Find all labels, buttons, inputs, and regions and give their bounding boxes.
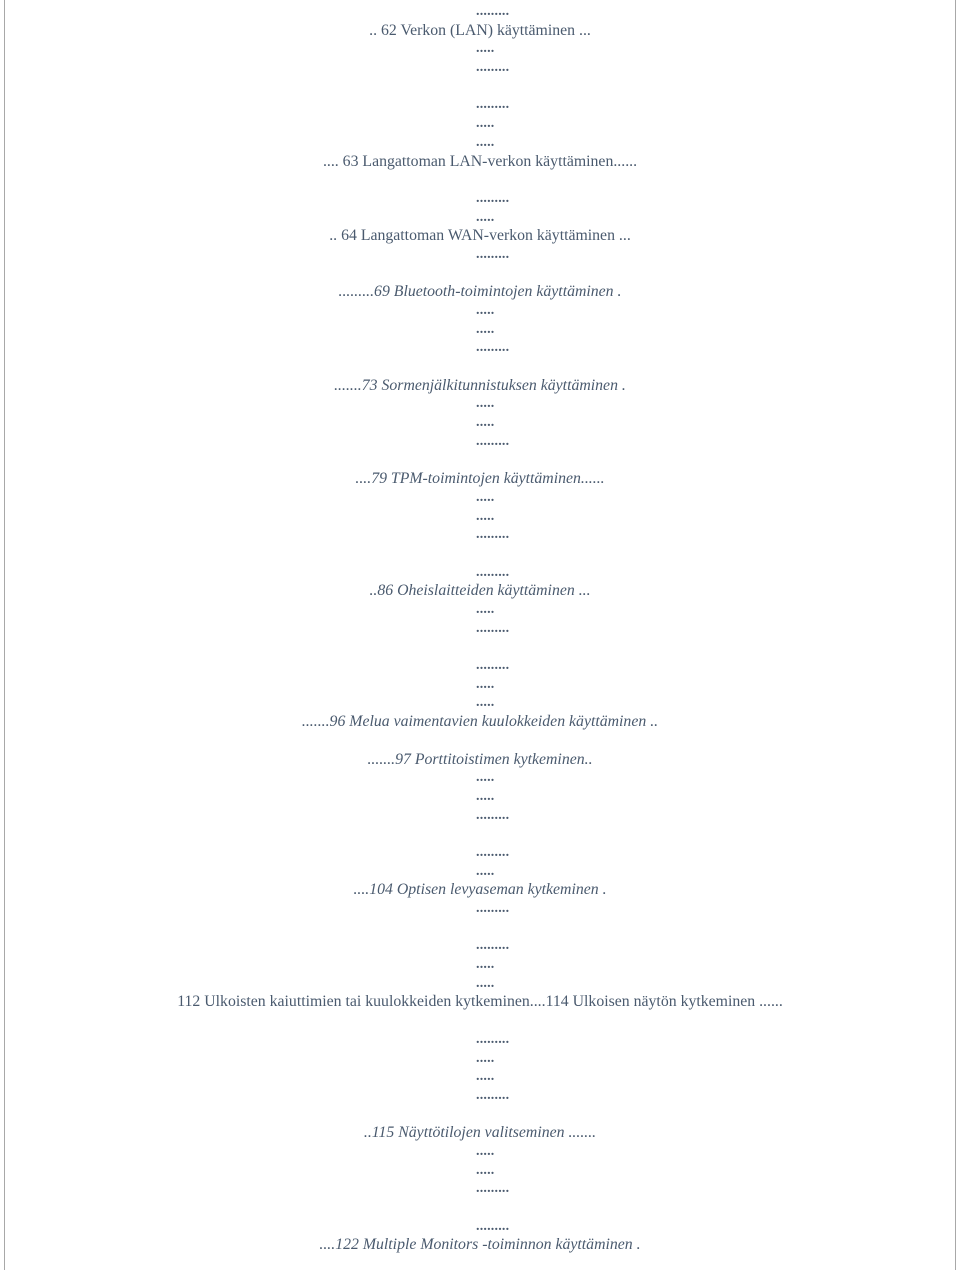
blank-line (0, 919, 960, 938)
dot-leader-line (0, 1087, 960, 1106)
dot-leader-text: ......... (476, 190, 510, 206)
dot-leader-text: ......... (476, 60, 510, 76)
dot-leader-text: ..... (476, 695, 495, 711)
dot-leader-line (0, 508, 960, 527)
dot-leader-text: ..... (476, 1050, 495, 1066)
dot-leader-line (0, 1180, 960, 1199)
dot-leader-text: ......... (476, 658, 510, 674)
blank-line (0, 1199, 960, 1218)
dot-leader-text: ......... (476, 901, 510, 916)
dot-leader-line (0, 40, 960, 59)
dot-leader-text: ..... (476, 676, 495, 692)
dot-leader-line (0, 1050, 960, 1069)
dot-leader-line (0, 433, 960, 452)
toc-entry-text: .... 63 Langattoman LAN-verkon käyttäminen...... (322, 152, 638, 170)
dot-leader-line (0, 209, 960, 228)
dot-leader-line (0, 115, 960, 134)
dot-leader-text: ......... (476, 844, 510, 860)
dot-leader-text: ......... (476, 433, 510, 449)
toc-entry (0, 227, 960, 246)
dot-leader-text: ..... (476, 1069, 495, 1085)
dot-leader-line (0, 339, 960, 358)
blank-line (0, 1106, 960, 1125)
dot-leader-line (0, 96, 960, 115)
toc-entry (0, 283, 960, 302)
dot-leader-text: ......... (476, 1087, 510, 1103)
toc-entry-text: ....79 TPM-toimintojen käyttäminen...... (355, 470, 605, 488)
dot-leader-line (0, 1031, 960, 1050)
dot-leader-line (0, 601, 960, 620)
toc-entry-text: .......73 Sormenjälkitunnistuksen käyttäminen . (334, 376, 626, 394)
blank-line (0, 545, 960, 564)
blank-line (0, 1012, 960, 1031)
dot-leader-line (0, 1068, 960, 1087)
dot-leader-text: ......... (476, 1031, 510, 1047)
table-of-contents (0, 3, 960, 1255)
blank-line (0, 452, 960, 471)
dot-leader-text: ..... (476, 303, 495, 318)
dot-leader-line (0, 1218, 960, 1237)
dot-leader-line (0, 134, 960, 153)
toc-entry-text: 112 Ulkoisten kaiuttimien tai kuulokkeiden kytkeminen....114 Ulkoisen näytön kytkeminen ...... (177, 993, 783, 1011)
toc-entry-text: .........69 Bluetooth-toimintojen käyttäminen . (338, 283, 622, 301)
dot-leader-text: ......... (476, 340, 510, 356)
toc-entry (0, 153, 960, 172)
dot-leader-line (0, 414, 960, 433)
dot-leader-line (0, 1162, 960, 1181)
toc-entry-text: .. 62 Verkon (LAN) käyttäminen ... (369, 21, 591, 39)
dot-leader-line (0, 302, 960, 321)
dot-leader-line (0, 863, 960, 882)
dot-leader-line (0, 657, 960, 676)
dot-leader-text: ..... (476, 602, 495, 617)
dot-leader-text: ..... (476, 863, 495, 879)
dot-leader-line (0, 937, 960, 956)
toc-entry-text: ....122 Multiple Monitors -toiminnon käyttäminen . (319, 1236, 641, 1254)
toc-entry (0, 470, 960, 489)
blank-line (0, 358, 960, 377)
blank-line (0, 78, 960, 97)
dot-leader-text: ......... (476, 4, 510, 19)
dot-leader-line (0, 564, 960, 583)
toc-entry-text: .......96 Melua vaimentavien kuulokkeiden käyttäminen .. (301, 713, 659, 731)
toc-entry-text: ..86 Oheislaitteiden käyttäminen ... (369, 582, 591, 600)
dot-leader-line (0, 900, 960, 919)
dot-leader-line (0, 395, 960, 414)
dot-leader-text: ..... (476, 489, 495, 505)
toc-entry-text: ..115 Näyttötilojen valitseminen ....... (363, 1124, 597, 1142)
dot-leader-text: ..... (476, 788, 495, 804)
dot-leader-text: ......... (476, 807, 510, 823)
dot-leader-line (0, 975, 960, 994)
dot-leader-line (0, 3, 960, 22)
dot-leader-line (0, 807, 960, 826)
toc-entry (0, 582, 960, 601)
toc-entry-text: .......97 Porttitoistimen kytkeminen.. (367, 750, 593, 768)
dot-leader-line (0, 1143, 960, 1162)
toc-entry (0, 751, 960, 770)
dot-leader-text: ......... (476, 246, 510, 262)
toc-entry-text: .. 64 Langattoman WAN-verkon käyttäminen ... (329, 227, 631, 245)
dot-leader-line (0, 489, 960, 508)
dot-leader-text: ..... (476, 975, 495, 991)
blank-line (0, 265, 960, 284)
blank-line (0, 825, 960, 844)
dot-leader-text: ......... (476, 564, 510, 580)
dot-leader-text: ..... (476, 415, 495, 431)
dot-leader-text: ......... (476, 527, 510, 543)
dot-leader-text: ......... (476, 1218, 510, 1234)
dot-leader-line (0, 956, 960, 975)
toc-entry-text: ....104 Optisen levyaseman kytkeminen . (353, 881, 607, 899)
dot-leader-line (0, 788, 960, 807)
dot-leader-line (0, 769, 960, 788)
dot-leader-text: ..... (476, 321, 495, 337)
dot-leader-line (0, 694, 960, 713)
dot-leader-text: ..... (476, 1143, 495, 1159)
dot-leader-text: ......... (476, 620, 510, 636)
toc-entry (0, 377, 960, 396)
dot-leader-text: ..... (476, 134, 495, 150)
dot-leader-text: ......... (476, 938, 510, 954)
toc-entry (0, 881, 960, 900)
dot-leader-text: ..... (476, 770, 495, 786)
dot-leader-text: ..... (476, 1162, 495, 1178)
dot-leader-line (0, 526, 960, 545)
dot-leader-text: ......... (476, 97, 510, 113)
dot-leader-text: ..... (476, 41, 495, 57)
dot-leader-line (0, 844, 960, 863)
blank-line (0, 732, 960, 751)
toc-entry (0, 993, 960, 1012)
dot-leader-text: ......... (476, 1181, 510, 1197)
dot-leader-text: ..... (476, 116, 495, 132)
dot-leader-line (0, 59, 960, 78)
dot-leader-text: ..... (476, 209, 495, 225)
toc-entry (0, 713, 960, 732)
dot-leader-text: ..... (476, 396, 495, 412)
dot-leader-line (0, 246, 960, 265)
blank-line (0, 638, 960, 657)
blank-line (0, 171, 960, 190)
dot-leader-text: ..... (476, 957, 495, 973)
toc-entry (0, 1236, 960, 1255)
dot-leader-line (0, 190, 960, 209)
dot-leader-line (0, 676, 960, 695)
dot-leader-line (0, 620, 960, 639)
dot-leader-text: ..... (476, 508, 495, 524)
dot-leader-line (0, 321, 960, 340)
toc-entry (0, 1124, 960, 1143)
toc-entry (0, 22, 960, 41)
